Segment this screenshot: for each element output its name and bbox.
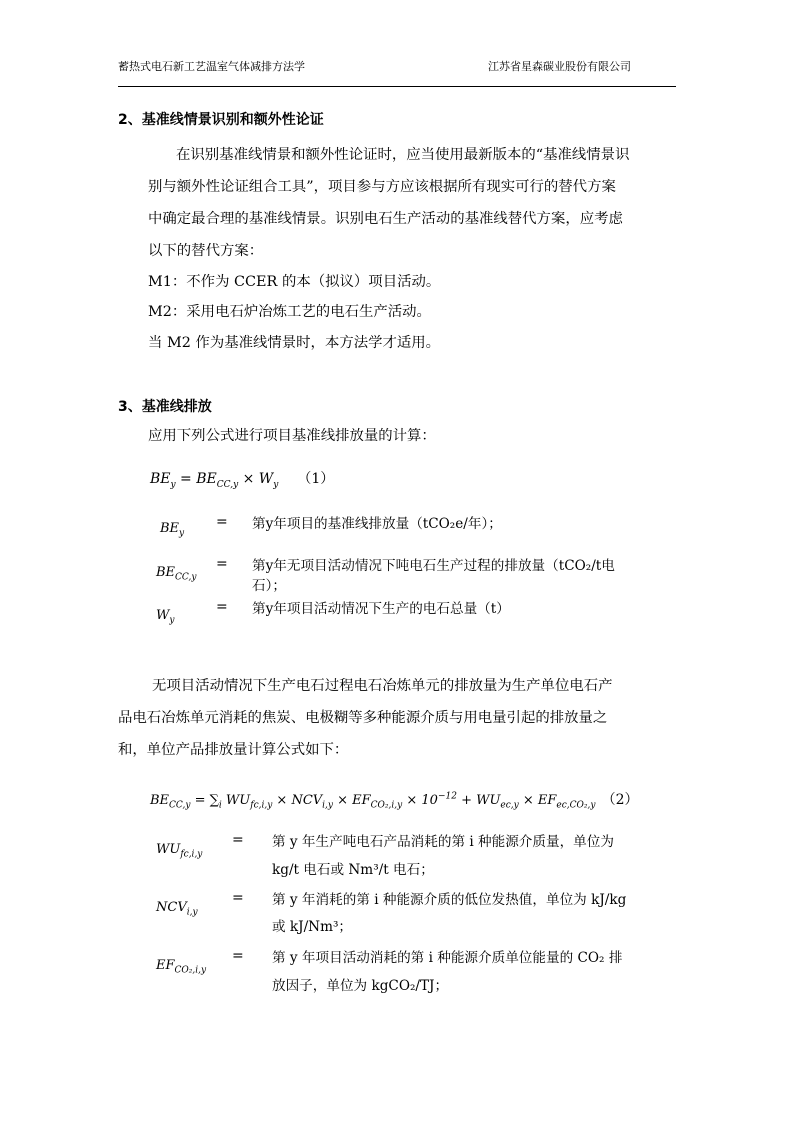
eq-sign-1: = [216, 514, 228, 530]
symbol-BEccy: $BE_{CC,y}$ [156, 565, 197, 583]
section-2-heading: 2、基准线情景识别和额外性论证 [118, 112, 324, 128]
formula-2: $BE_{CC,y} = \sum_i$ $WU_{fc,i,y} \times NCV_{i,y} \times EF_{CO_2,i,y} \times 10^{-12} + WU_{ec,y} \times EF_{ec,CO_2,y}$ （2） [150, 791, 639, 811]
section-3-para-line-1: 无项目活动情况下生产电石过程电石冶炼单元的排放量为生产单位电石产 [152, 678, 613, 694]
eq-sign-2: = [216, 556, 228, 572]
def-NCViy-line-2: 或 kJ/Nm³； [272, 919, 353, 935]
def-Wy: 第y年项目活动情况下生产的电石总量（t） [252, 601, 510, 617]
section-3-para-line-3: 和，单位产品排放量计算公式如下： [118, 742, 349, 758]
section-3-intro: 应用下列公式进行项目基准线排放量的计算： [148, 428, 436, 444]
section-2-para-line-2: 别与额外性论证组合工具”，项目参与方应该根据所有现实可行的替代方案 [148, 179, 616, 195]
header-rule [118, 86, 676, 87]
def-WUfciy-line-2: kg/t 电石或 Nm³/t 电石； [272, 862, 434, 878]
eq-sign-3: = [216, 599, 228, 615]
eq-sign-4: = [232, 832, 244, 848]
section-3-heading: 3、基准线排放 [118, 399, 212, 415]
formula-2-number: （2） [601, 792, 639, 808]
def-EFco2iy-line-1: 第 y 年项目活动消耗的第 i 种能源介质单位能量的 CO₂ 排 [272, 950, 623, 966]
header-right-company: 江苏省星森碳业股份有限公司 [488, 60, 631, 73]
eq-sign-6: = [232, 948, 244, 964]
symbol-NCViy: $NCV_{i,y}$ [156, 900, 198, 918]
symbol-BEy: $BE_y$ [160, 521, 185, 539]
section-2-para-line-3: 中确定最合理的基准线情景。识别电石生产活动的基准线替代方案，应考虑 [148, 211, 623, 227]
section-2-para-line-1: 在识别基准线情景和额外性论证时，应当使用最新版本的“基准线情景识 [176, 147, 630, 163]
option-m2: M2：采用电石炉冶炼工艺的电石生产活动。 [148, 304, 431, 320]
symbol-EFco2iy: $EF_{CO_2,i,y}$ [156, 958, 207, 976]
def-EFco2iy-line-2: 放因子，单位为 kgCO₂/TJ； [272, 978, 449, 994]
section-3-para-line-2: 品电石冶炼单元消耗的焦炭、电极糊等多种能源介质与用电量引起的排放量之 [118, 710, 608, 726]
option-m1: M1：不作为 CCER 的本（拟议）项目活动。 [148, 274, 441, 290]
header-left-title: 蓄热式电石新工艺温室气体减排方法学 [118, 60, 305, 73]
def-BEccy-line-2: 石）； [252, 578, 286, 594]
symbol-WUfciy: $WU_{fc,i,y}$ [156, 842, 203, 860]
section-2-closing: 当 M2 作为基准线情景时，本方法学才适用。 [148, 335, 441, 351]
def-NCViy-line-1: 第 y 年消耗的第 i 种能源介质的低位发热值，单位为 kJ/kg [272, 892, 627, 908]
formula-1: $BE_y = BE_{CC,y} \times W_y$ （1） [150, 471, 335, 490]
formula-1-number: （1） [297, 471, 335, 487]
eq-sign-5: = [232, 890, 244, 906]
symbol-Wy: $W_y$ [156, 608, 175, 626]
def-WUfciy-line-1: 第 y 年生产吨电石产品消耗的第 i 种能源介质量，单位为 [272, 834, 614, 850]
section-2-para-line-4: 以下的替代方案： [148, 243, 264, 259]
def-BEy: 第y年项目的基准线排放量（tCO₂e/年）； [252, 516, 502, 532]
def-BEccy-line-1: 第y年无项目活动情况下吨电石生产过程的排放量（tCO₂/t电 [252, 558, 615, 574]
